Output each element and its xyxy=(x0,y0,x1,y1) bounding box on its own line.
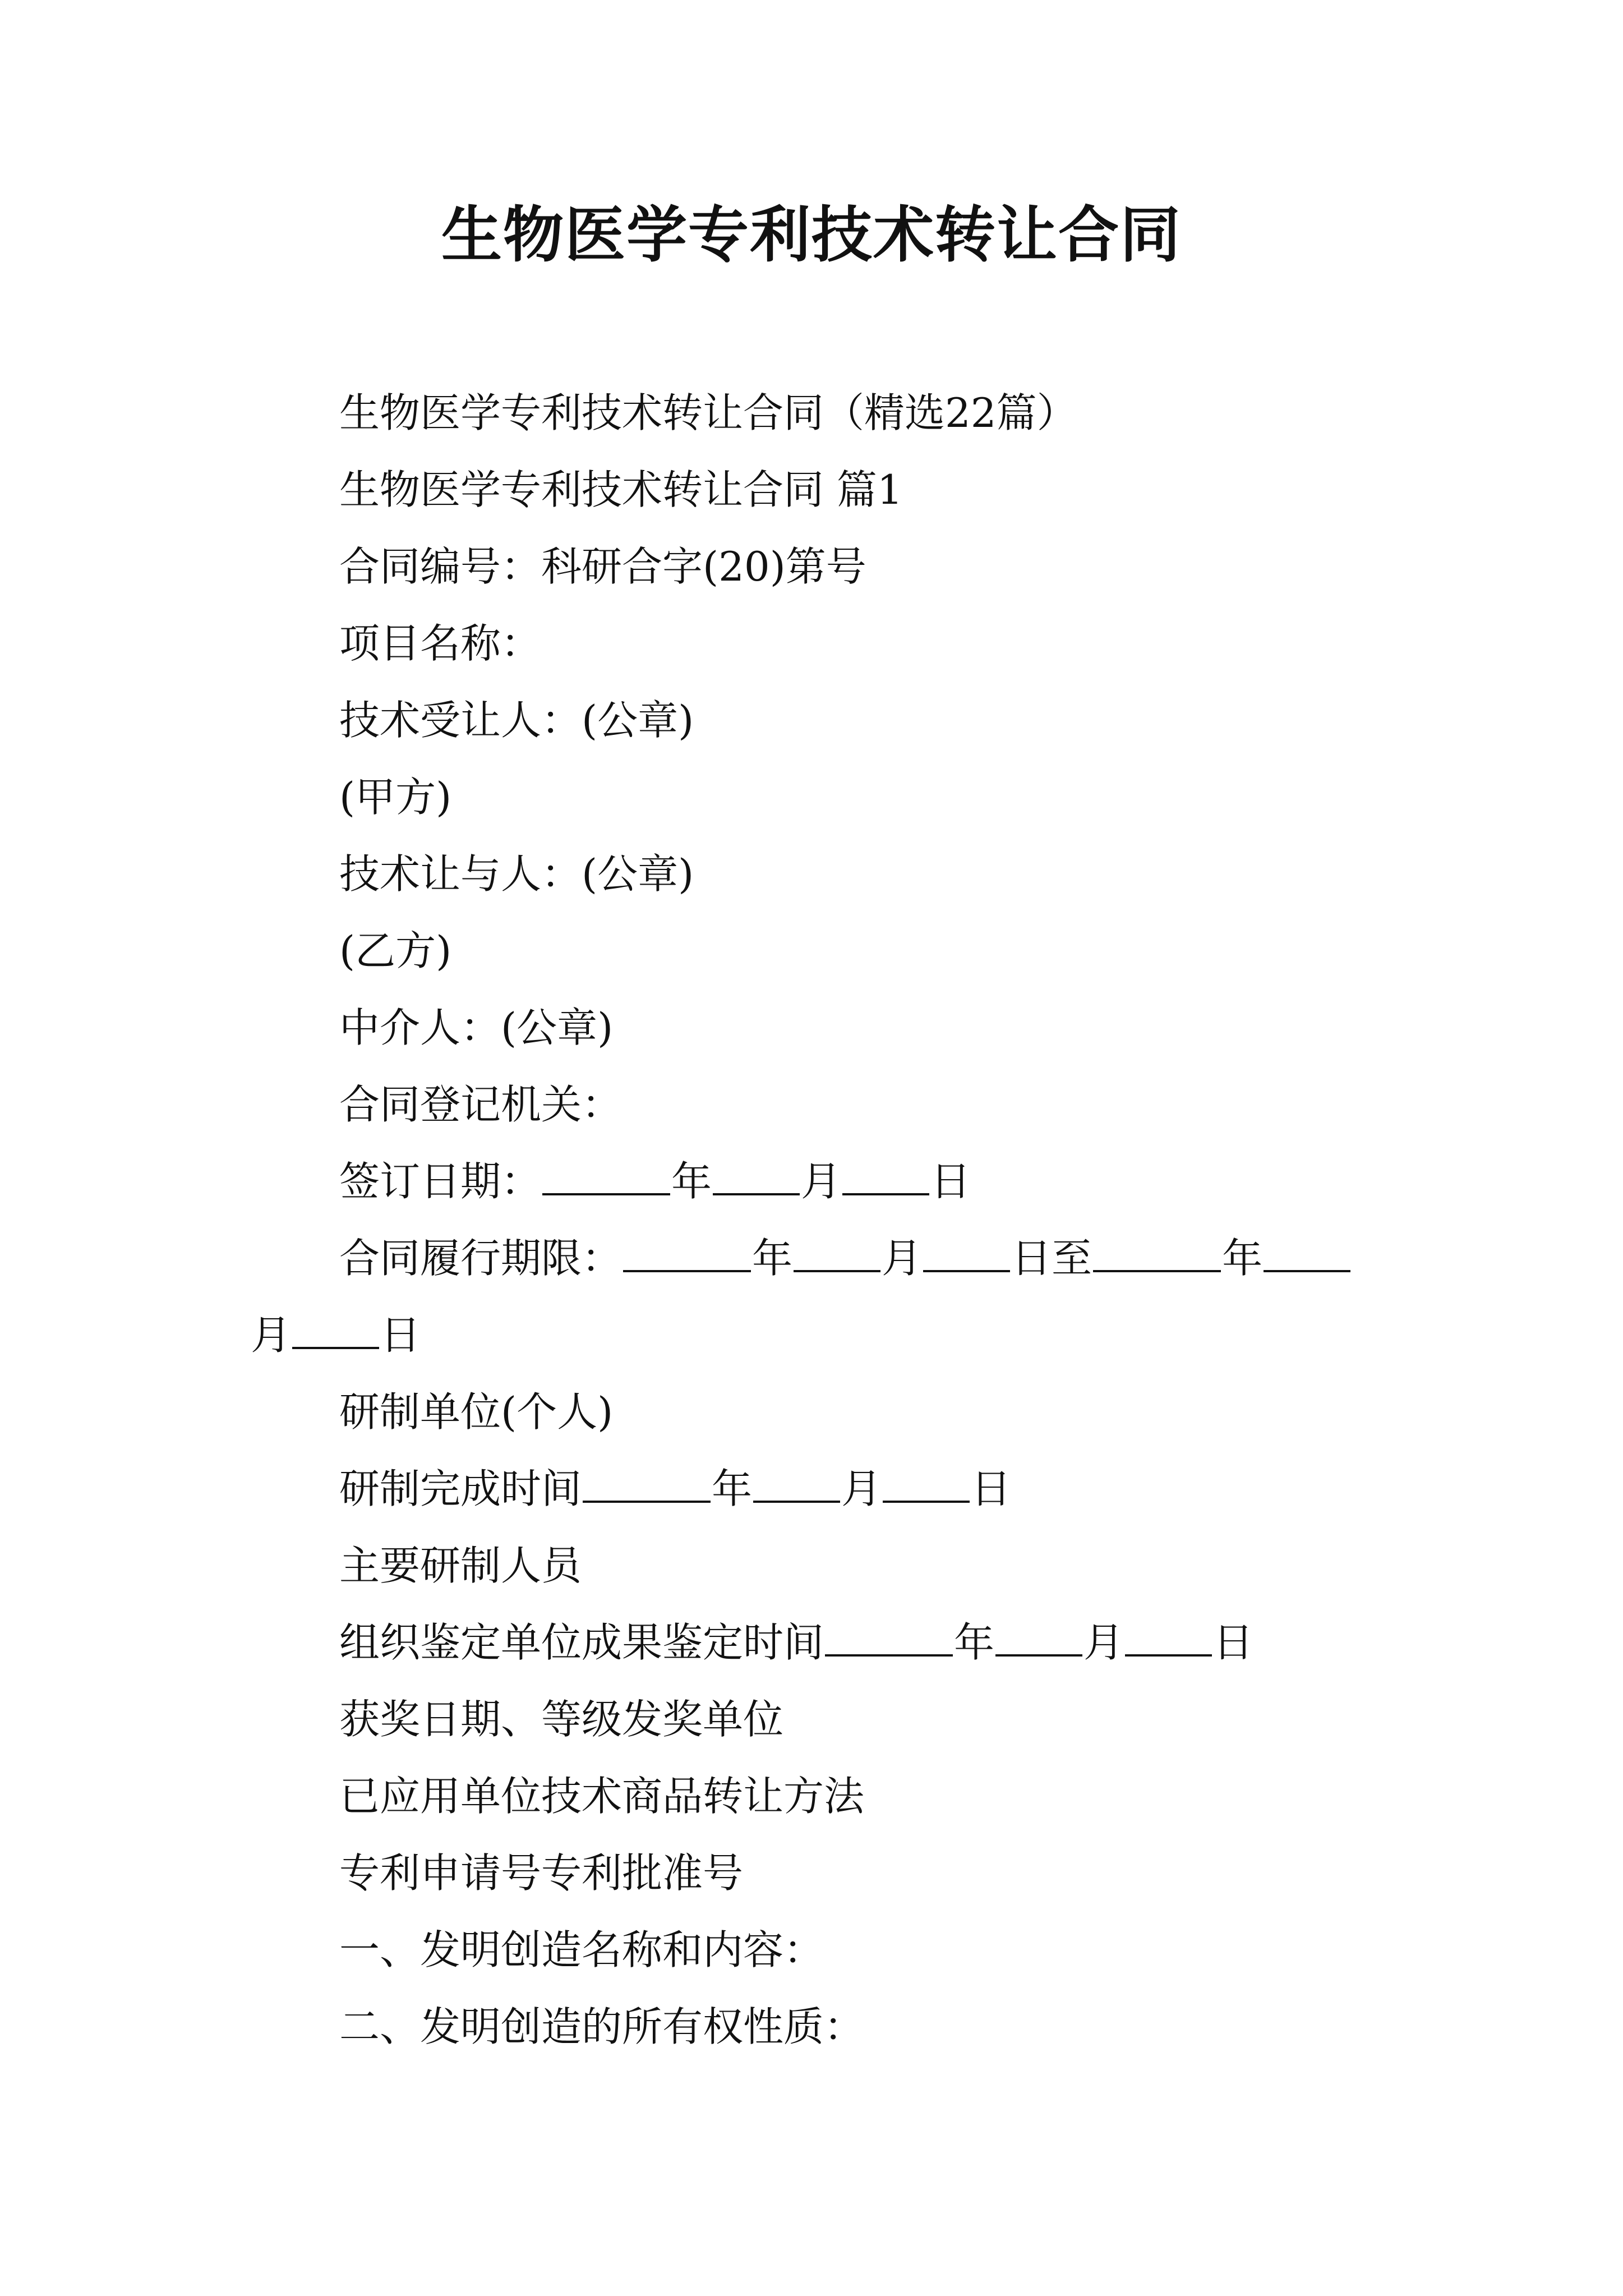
day-text: 日 xyxy=(930,1158,971,1205)
month-text: 月 xyxy=(882,1235,923,1282)
year-blank xyxy=(1093,1235,1221,1272)
intermediary-line: 中介人：(公章) xyxy=(339,1004,614,1051)
month-text: 月 xyxy=(251,1312,292,1359)
award-line: 获奖日期、等级发奖单位 xyxy=(339,1696,784,1743)
day-text: 日 xyxy=(971,1465,1012,1512)
performance-period-line xyxy=(0,1220,1623,1297)
section-two-heading: 二、发明创造的所有权性质： xyxy=(339,2003,865,2050)
signing-date-line xyxy=(0,1143,1623,1220)
day-blank xyxy=(1125,1619,1212,1657)
day-blank xyxy=(923,1235,1010,1272)
applied-units-line: 已应用单位技术商品转让方法 xyxy=(339,1773,865,1820)
year-blank xyxy=(825,1619,953,1657)
year-text: 年 xyxy=(671,1158,712,1205)
party-a-line: (甲方) xyxy=(339,774,452,821)
registration-authority-line: 合同登记机关： xyxy=(339,1081,623,1128)
contract-number-line: 合同编号：科研合字(20)第号 xyxy=(339,543,866,590)
year-text: 年 xyxy=(1222,1235,1263,1282)
day-text: 日 xyxy=(1213,1619,1254,1666)
month-blank xyxy=(1264,1235,1350,1272)
patent-numbers-line: 专利申请号专利批准号 xyxy=(339,1849,744,1897)
month-blank xyxy=(753,1466,840,1503)
day-text: 日 xyxy=(380,1312,421,1359)
year-blank xyxy=(583,1466,711,1503)
signing-date-label: 签订日期： xyxy=(339,1158,542,1205)
day-blank xyxy=(292,1312,379,1349)
document-body xyxy=(0,375,1623,2065)
month-text: 月 xyxy=(1083,1619,1124,1666)
completion-time-label: 研制完成时间 xyxy=(339,1465,582,1512)
research-unit-line: 研制单位(个人) xyxy=(339,1388,614,1435)
year-text: 年 xyxy=(752,1235,793,1282)
main-researchers-line: 主要研制人员 xyxy=(339,1542,582,1589)
month-blank xyxy=(794,1235,880,1272)
month-text: 月 xyxy=(841,1465,882,1512)
part-heading-line: 生物医学专利技术转让合同 篇1 xyxy=(339,466,903,513)
performance-period-label: 合同履行期限： xyxy=(339,1235,623,1282)
year-blank xyxy=(623,1235,751,1272)
day-to-text: 日至 xyxy=(1011,1235,1092,1282)
project-name-line: 项目名称： xyxy=(339,620,542,667)
month-blank xyxy=(713,1158,800,1195)
appraisal-line xyxy=(0,1604,1623,1681)
day-blank xyxy=(842,1158,929,1195)
assignor-line: 技术让与人：(公章) xyxy=(339,850,694,898)
completion-time-line xyxy=(0,1451,1623,1527)
year-text: 年 xyxy=(954,1619,995,1666)
document-title: 生物医学专利技术转让合同 xyxy=(441,200,1182,270)
assignee-line: 技术受让人：(公章) xyxy=(339,697,694,744)
year-text: 年 xyxy=(712,1465,753,1512)
month-text: 月 xyxy=(801,1158,842,1205)
section-one-heading: 一、发明创造名称和内容： xyxy=(339,1926,824,1973)
party-b-line: (乙方) xyxy=(339,927,452,974)
performance-period-continuation xyxy=(0,1297,1623,1374)
day-blank xyxy=(883,1466,970,1503)
subtitle-line: 生物医学专利技术转让合同（精选22篇） xyxy=(339,389,1077,436)
month-blank xyxy=(995,1619,1082,1657)
year-blank xyxy=(542,1158,670,1195)
appraisal-label: 组织鉴定单位成果鉴定时间 xyxy=(339,1619,824,1666)
